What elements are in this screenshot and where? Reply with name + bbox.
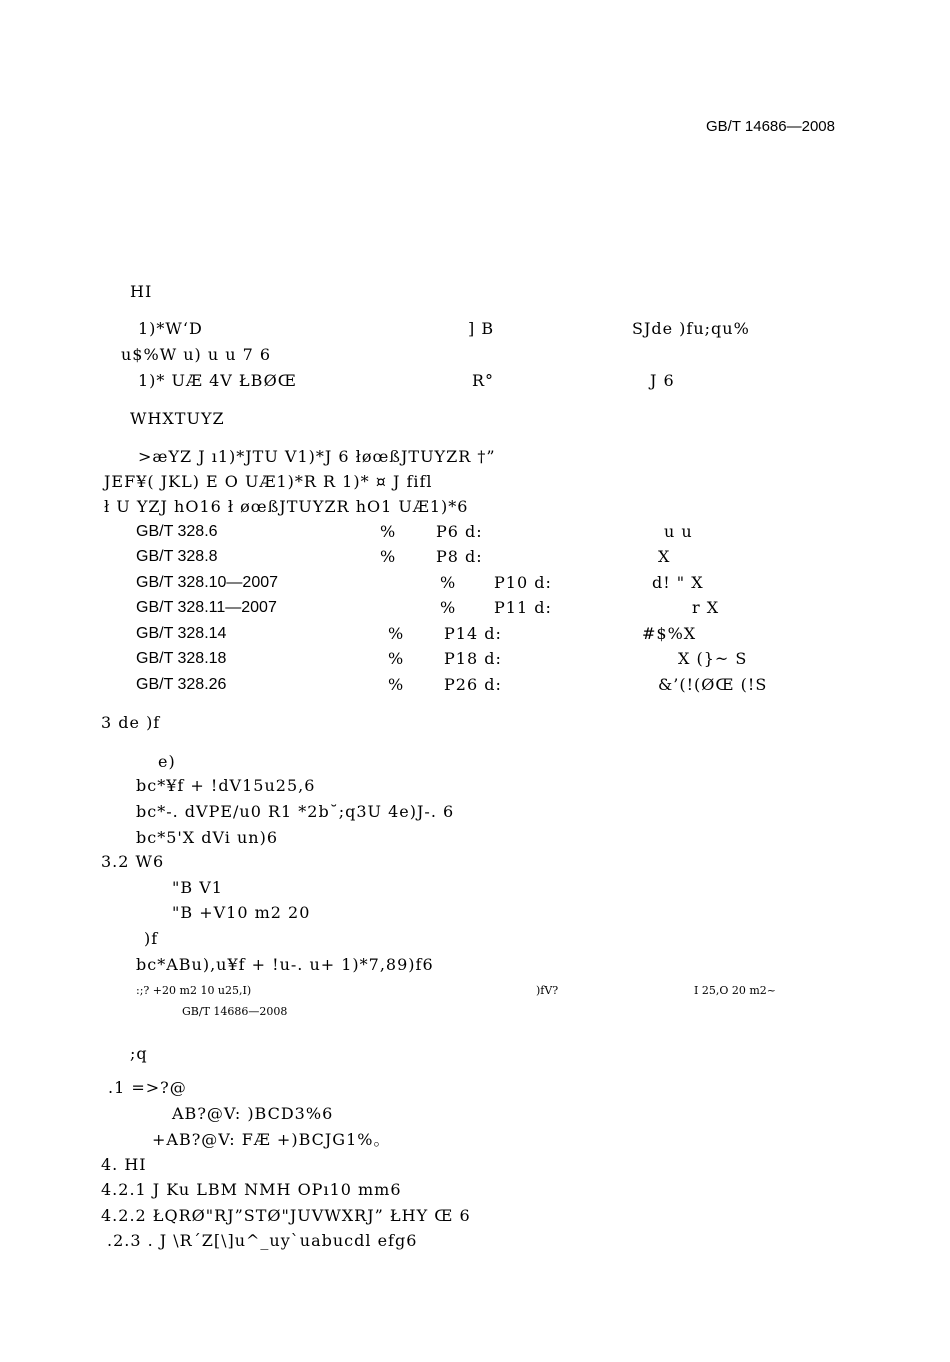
reference-pct: % [388, 675, 405, 694]
body-line-8: ł U YZJ hO16 ł øœßJTUYZR hO1 UÆ1)*6 [104, 497, 469, 516]
section-4-1-line-a: AB?@V: )BCD3%6 [172, 1104, 334, 1123]
reference-item [136, 651, 896, 669]
section-3-3-heading: )f [144, 929, 159, 948]
reference-pct: % [380, 547, 397, 566]
reference-item [136, 600, 896, 618]
reference-title: #$%X [642, 624, 697, 643]
body-line-6: >æYZ J ı1)*JTU V1)*J 6 łøœßJTUYZR †” [138, 447, 496, 466]
section-4-heading: ;q [130, 1044, 148, 1063]
body-line-4a: 1)* UÆ 4V ŁBØŒ [138, 371, 297, 390]
body-line-2c: SJde )fu;qu% [632, 319, 750, 338]
body-line-3: u$%W u) u u 7 6 [121, 345, 272, 364]
section-3-3-line-a: bc*ABu),u¥f + !u-. u+ 1)*7,89)f6 [136, 955, 434, 974]
body-line-7: JEF¥( JKL) E O UÆ1)*R R 1)* ¤ J fifl [104, 472, 433, 491]
section-4-2-1: 4.2.1 J Ku LBM NMH OPı10 mm6 [101, 1180, 402, 1199]
reference-item [136, 549, 896, 567]
reference-code: GB/T 328.11—2007 [136, 599, 277, 616]
body-line-5: WHXTUYZ [130, 409, 225, 428]
reference-part: P6 d: [436, 522, 483, 541]
reference-code: GB/T 328.26 [136, 676, 227, 693]
reference-code: GB/T 328.6 [136, 523, 218, 540]
body-line-4c: J 6 [650, 371, 675, 390]
reference-title: r X [692, 598, 720, 617]
reference-code: GB/T 328.8 [136, 548, 218, 565]
standard-code-header: GB/T 14686—2008 [706, 118, 835, 135]
reference-part: P26 d: [444, 675, 502, 694]
reference-pct: % [440, 573, 457, 592]
reference-code: GB/T 328.14 [136, 625, 227, 642]
reference-pct: % [380, 522, 397, 541]
body-line-2a: 1)*W‘D [138, 319, 203, 338]
reference-title: X (}~ S [678, 649, 748, 668]
reference-item [136, 524, 896, 542]
section-4-1-heading: .1 =>?@ [108, 1078, 187, 1097]
section-4-2-3: .2.3 . J \R´Z[\]u^_uy`uabucdl efg6 [107, 1231, 418, 1250]
section-4-2-heading: 4. HI [101, 1155, 147, 1174]
reference-code: GB/T 328.18 [136, 650, 227, 667]
reference-pct: % [388, 649, 405, 668]
section-4-2-2: 4.2.2 ŁQRØ"RJ”STØ"JUVWXRJ” ŁHY Œ 6 [101, 1206, 471, 1225]
body-line-1: HI [130, 282, 153, 301]
reference-item [136, 575, 896, 593]
section-3-3-line-b-left: :;? +20 m2 10 u25,I) [136, 984, 252, 997]
body-line-4b: R° [472, 371, 495, 390]
section-4-1-line-b: +AB?@V: FÆ +)BCJG1%。 [152, 1130, 391, 1149]
body-line-2b: ] B [468, 319, 495, 338]
reference-part: P10 d: [494, 573, 552, 592]
reference-pct: % [388, 624, 405, 643]
section-3-3-line-b-mid: )fV? [536, 984, 559, 997]
reference-code: GB/T 328.10—2007 [136, 574, 279, 591]
reference-part: P18 d: [444, 649, 502, 668]
reference-title: u u [664, 522, 693, 541]
reference-part: P11 d: [494, 598, 552, 617]
reference-title: d! " X [652, 573, 704, 592]
section-3-1-line-c: bc*5'X dVi un)6 [136, 828, 279, 847]
reference-title: &’(!(ØŒ (!S [658, 675, 768, 694]
section-3-3-line-b-right: I 25,O 20 m2~ [694, 984, 776, 997]
section-3-1-heading: e) [158, 752, 176, 771]
reference-pct: % [440, 598, 457, 617]
section-3-1-line-b: bc*-. dVPE/u0 R1 *2b˘;q3U 4e)J-. 6 [136, 802, 455, 821]
reference-item [136, 626, 896, 644]
section-3-2-line-a: "B V1 [172, 878, 223, 897]
reference-part: P8 d: [436, 547, 483, 566]
reference-part: P14 d: [444, 624, 502, 643]
reference-item [136, 677, 896, 695]
section-3-1-line-a: bc*¥f + !dV15u25,6 [136, 776, 316, 795]
section-3-2-line-b: "B +V10 m2 20 [172, 903, 311, 922]
section-3-2-heading: 3.2 W6 [101, 852, 165, 871]
reference-title: X [658, 547, 671, 566]
section-3-heading: 3 de )f [101, 713, 161, 732]
section-3-3-line-c: GB/T 14686—2008 [182, 1005, 288, 1018]
